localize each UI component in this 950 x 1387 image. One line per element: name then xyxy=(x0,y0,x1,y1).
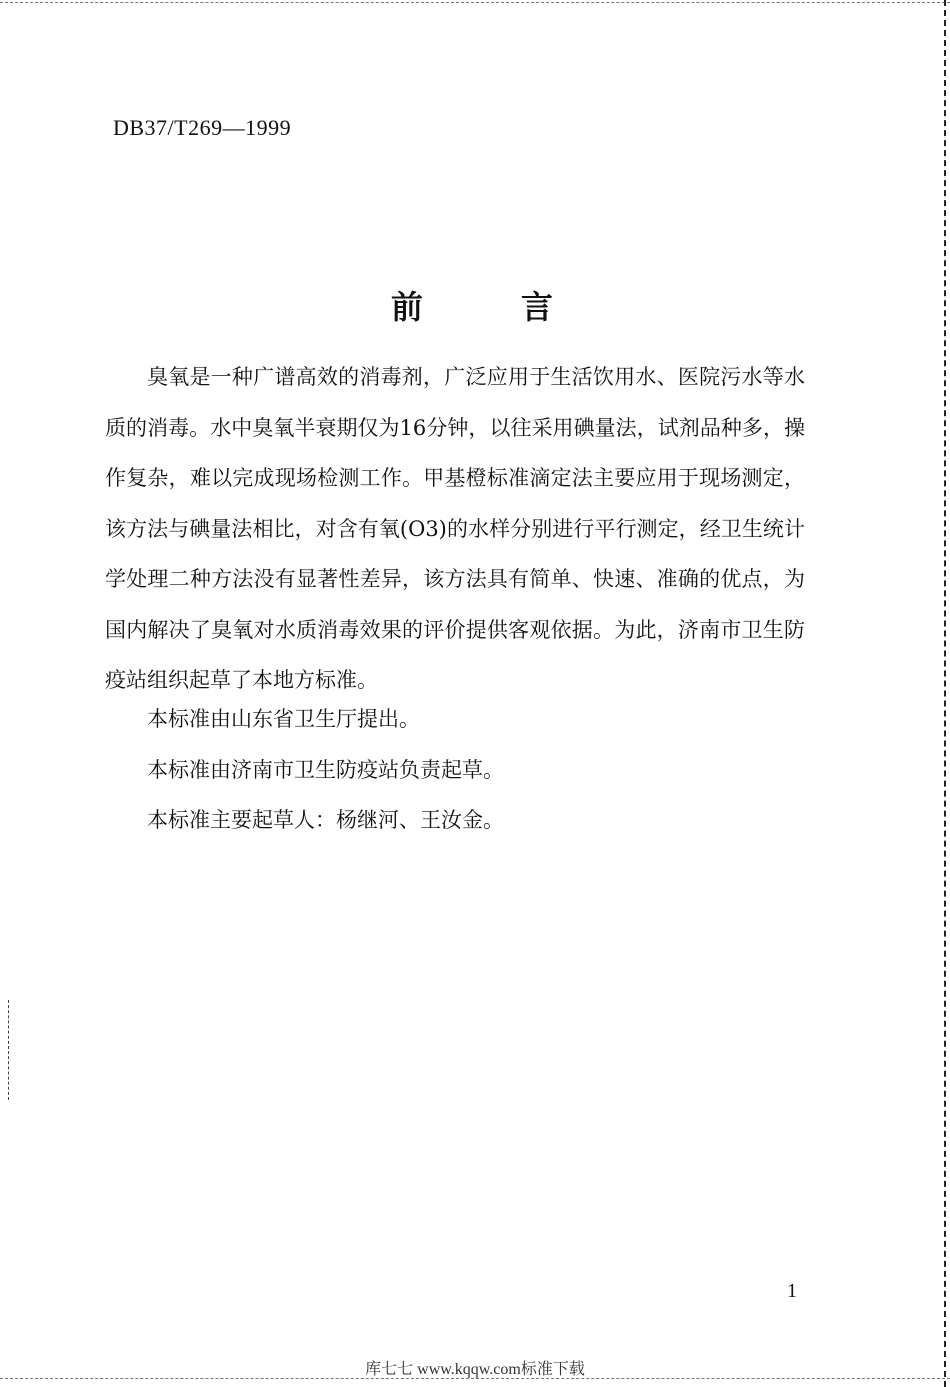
drafted-by-paragraph: 本标准由济南市卫生防疫站负责起草。 xyxy=(147,758,504,782)
intro-paragraph: 臭氧是一种广谱高效的消毒剂，广泛应用于生活饮用水、医院污水等水质的消毒。水中臭氧半衰期仅为16分钟，以往采用碘量法，试剂品种多，操作复杂，难以完成现场检测工作。甲基橙标准滴定法主要应用于现场测定，该方法与碘量法相比，对含有氧(O3)的水样分别进行平行测定，经卫生统计学处理二种方法没有显著性差异，该方法具有简单、快速、准确的优点，为国内解决了臭氧对水质消毒效果的评价提供客观依据。为此，济南市卫生防疫站组织起草了本地方标准。 xyxy=(105,365,805,692)
scan-border-top xyxy=(0,2,950,3)
scan-border-right xyxy=(944,0,946,1387)
scan-border-left xyxy=(8,1000,9,1100)
page-number: 1 xyxy=(787,1280,797,1302)
title-char-2: 言 xyxy=(521,288,560,326)
standard-code: DB37/T269—1999 xyxy=(113,115,292,140)
main-drafters-paragraph: 本标准主要起草人：杨继河、王汝金。 xyxy=(147,808,504,832)
footer-watermark: 库七七 www.kqqw.com标准下载 xyxy=(365,1361,585,1378)
proposed-by-paragraph: 本标准由山东省卫生厅提出。 xyxy=(147,707,420,731)
title-char-1: 前 xyxy=(390,288,429,326)
page-title xyxy=(0,282,950,328)
